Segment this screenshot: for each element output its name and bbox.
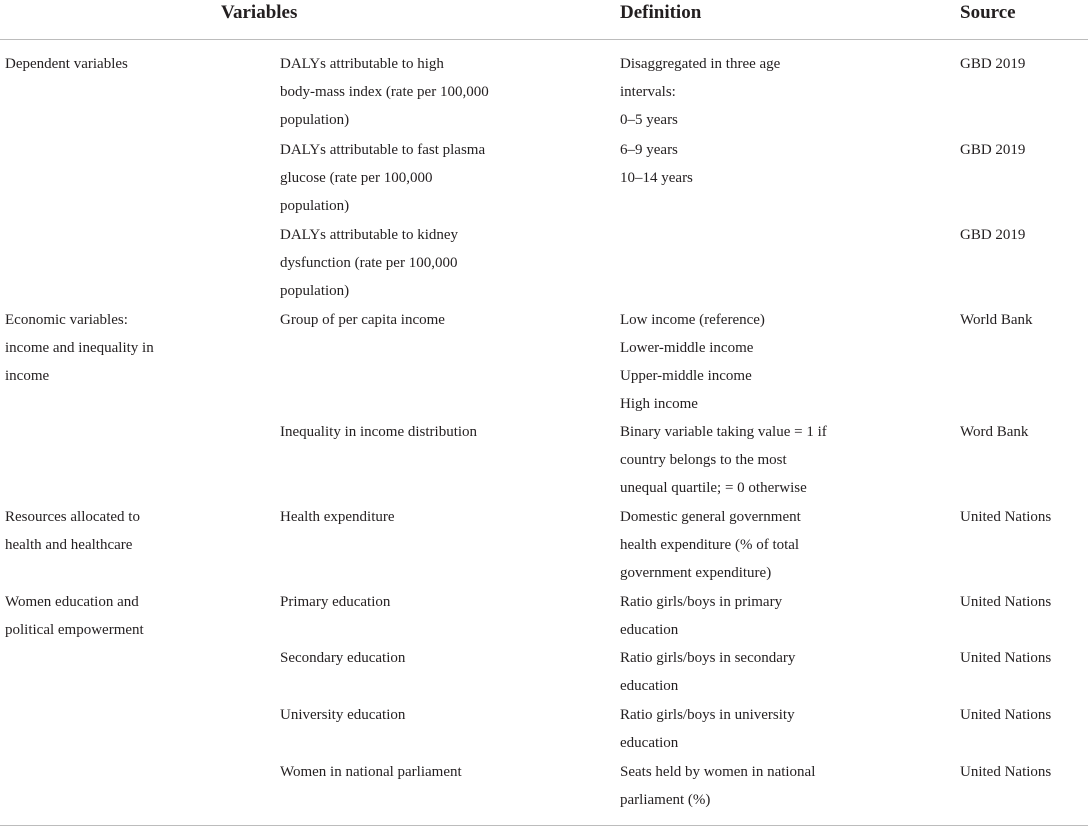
cell-line: GBD 2019 (960, 56, 1026, 72)
cell-definition (620, 136, 693, 192)
cell-line: United Nations (960, 707, 1052, 723)
cell-line: World Bank (960, 312, 1033, 328)
cell-line: DALYs attributable to kidney (280, 227, 459, 243)
cell-line: Group of per capita income (280, 312, 445, 328)
cell-line: Health expenditure (280, 509, 395, 525)
cell-line: population) (280, 112, 350, 128)
cell-line: United Nations (960, 594, 1052, 610)
cell-category (5, 588, 144, 644)
cell-line: income and inequality in (5, 340, 154, 356)
cell-line: Dependent variables (5, 56, 128, 72)
cell-line: population) (280, 283, 350, 299)
cell-category (5, 503, 140, 559)
cell-line: Low income (reference) (620, 312, 765, 328)
cell-line: Binary variable taking value = 1 if (620, 424, 827, 440)
cell-line: dysfunction (rate per 100,000 (280, 255, 458, 271)
cell-line: education (620, 735, 679, 751)
cell-source (960, 644, 1051, 672)
cell-line: Ratio girls/boys in primary (620, 594, 783, 610)
cell-line: education (620, 622, 679, 638)
cell-source (960, 588, 1051, 616)
cell-variable (280, 418, 477, 446)
cell-line: Lower-middle income (620, 340, 754, 356)
cell-line: Disaggregated in three age (620, 56, 781, 72)
cell-line: education (620, 678, 679, 694)
cell-line: GBD 2019 (960, 227, 1026, 243)
cell-variable (280, 136, 485, 220)
cell-source (960, 221, 1025, 249)
cell-line: Domestic general government (620, 509, 801, 525)
cell-line: intervals: (620, 84, 676, 100)
cell-line: United Nations (960, 509, 1052, 525)
cell-line: DALYs attributable to high (280, 56, 444, 72)
cell-line: Women education and (5, 594, 139, 610)
cell-source (960, 418, 1028, 446)
cell-line: glucose (rate per 100,000 (280, 170, 433, 186)
cell-line: government expenditure) (620, 565, 772, 581)
header-definition: Definition (620, 2, 702, 23)
cell-source (960, 701, 1051, 729)
cell-category (5, 306, 154, 390)
bottom-rule (0, 825, 1088, 826)
cell-line: 0–5 years (620, 112, 678, 128)
cell-line: country belongs to the most (620, 452, 787, 468)
cell-line: Seats held by women in national (620, 764, 816, 780)
cell-variable (280, 50, 489, 134)
cell-source (960, 503, 1051, 531)
cell-line: Primary education (280, 594, 391, 610)
cell-definition (620, 306, 765, 418)
cell-line: unequal quartile; = 0 otherwise (620, 480, 807, 496)
cell-line: health expenditure (% of total (620, 537, 800, 553)
cell-line: University education (280, 707, 406, 723)
cell-definition (620, 644, 795, 700)
cell-definition (620, 50, 780, 134)
cell-line: parliament (%) (620, 792, 711, 808)
cell-definition (620, 588, 782, 644)
cell-line: Economic variables: (5, 312, 128, 328)
cell-variable (280, 306, 445, 334)
cell-source (960, 50, 1025, 78)
cell-line: political empowerment (5, 622, 144, 638)
cell-variable (280, 644, 405, 672)
cell-line: body-mass index (rate per 100,000 (280, 84, 489, 100)
header-rule (0, 39, 1088, 40)
cell-line: income (5, 368, 50, 384)
cell-line: health and healthcare (5, 537, 133, 553)
cell-line: Resources allocated to (5, 509, 140, 525)
cell-line: Women in national parliament (280, 764, 462, 780)
cell-variable (280, 221, 458, 305)
cell-source (960, 136, 1025, 164)
cell-definition (620, 758, 815, 814)
cell-source (960, 306, 1033, 334)
cell-line: United Nations (960, 764, 1052, 780)
cell-line: population) (280, 198, 350, 214)
cell-line: Secondary education (280, 650, 406, 666)
cell-line: 6–9 years (620, 142, 678, 158)
cell-line: DALYs attributable to fast plasma (280, 142, 486, 158)
cell-category (5, 50, 128, 78)
cell-definition (620, 503, 801, 587)
cell-source (960, 758, 1051, 786)
cell-variable (280, 758, 462, 786)
cell-line: Inequality in income distribution (280, 424, 478, 440)
cell-line: High income (620, 396, 698, 412)
cell-line: GBD 2019 (960, 142, 1026, 158)
cell-variable (280, 701, 405, 729)
cell-line: Ratio girls/boys in university (620, 707, 795, 723)
header-variables: Variables (221, 2, 298, 23)
cell-line: 10–14 years (620, 170, 693, 186)
cell-definition (620, 701, 795, 757)
cell-line: Upper-middle income (620, 368, 752, 384)
cell-line: Ratio girls/boys in secondary (620, 650, 796, 666)
cell-variable (280, 503, 395, 531)
cell-line: United Nations (960, 650, 1052, 666)
header-source: Source (960, 2, 1016, 23)
cell-line: Word Bank (960, 424, 1029, 440)
cell-variable (280, 588, 390, 616)
cell-definition (620, 418, 827, 502)
